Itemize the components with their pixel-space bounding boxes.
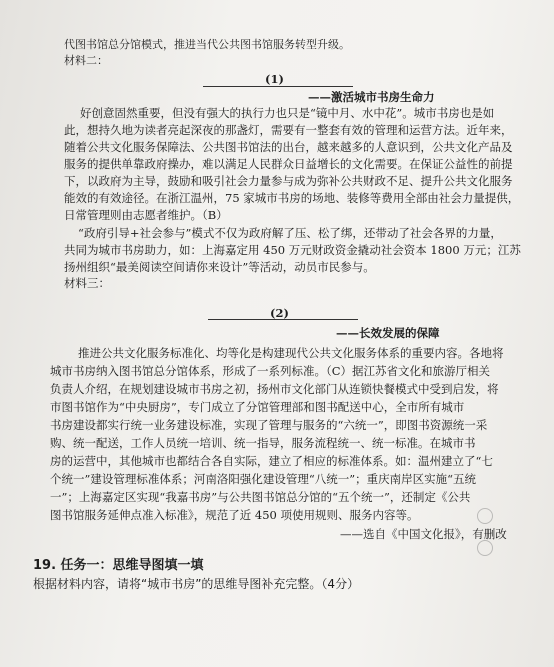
paragraph-line: 下，以政府为主导，鼓励和吸引社会力量参与成为弥补公共财政不足、提升公共文化服务 [64, 174, 513, 188]
intro-line: 代图书馆总分馆模式，推进当代公共图书馆服务转型升级。 [64, 38, 350, 51]
bleed-circle-mark [477, 540, 493, 556]
section-number: (1) [265, 72, 284, 86]
paragraph-line: 一”；上海嘉定区实现“我嘉书房”与公共图书馆总分馆的“五个统一”，还制定《公共 [50, 490, 471, 504]
material-label: 材料二： [64, 54, 108, 67]
paragraph-line: 负责人介绍，在规划建设城市书房之初，扬州市文化部门从连锁快餐模式中受到启发，将 [50, 382, 499, 396]
section-subtitle: ——激活城市书房生命力 [308, 90, 435, 104]
paragraph-line: 书房建设都实行统一业务建设标准，实现了管理与服务的“六统一”，即图书资源统一采 [50, 418, 488, 432]
paragraph-line: 房的运营中，其他城市也都结合各自实际，建立了相应的标准体系。如：温州建立了“七 [50, 454, 493, 468]
bleed-circle-mark [477, 508, 493, 524]
paragraph-line: 扬州组织“最美阅读空间请你来设计”等活动，动员市民参与。 [64, 260, 375, 274]
question-text: 根据材料内容，请将“城市书房”的思维导图补充完整。（4分） [33, 577, 360, 591]
paragraph-line: 共同为城市书房助力，如：上海嘉定用 450 万元财政资金撬动社会资本 1800 万元；江苏 [64, 243, 521, 257]
paragraph-line: 购、统一配送，工作人员统一培训、统一指导，服务流程统一、统一标准。在城市书 [50, 436, 476, 450]
paragraph-line: “政府引导+社会参与”模式不仅为政府解了压、松了绑，还带动了社会各界的力量， [78, 226, 502, 240]
source-citation: ——选自《中国文化报》，有删改 [340, 527, 507, 541]
paragraph-line: 好创意固然重要，但没有强大的执行力也只是“镜中月、水中花”。城市书房也是如 [80, 106, 495, 120]
paragraph-line: 能效的有效途径。在浙江温州，75 家城市书房的场地、装修等费用全部由社会力量提供， [64, 191, 520, 205]
material-label: 材料三： [64, 276, 110, 290]
question-title: 19. 任务一：思维导图填一填 [33, 558, 204, 573]
section-number: (2) [270, 306, 289, 320]
paragraph-line: 市图书馆作为“中央厨房”，专门成立了分馆管理部和图书配送中心，全市所有城市 [50, 400, 465, 414]
paragraph-line: 随着公共文化服务保障法、公共图书馆法的出台，越来越多的人意识到，公共文化产品及 [64, 140, 513, 154]
paragraph-line: 个统一”建设管理标准体系；河南洛阳强化建设管理“八统一”；重庆南岸区实施“五统 [50, 472, 477, 486]
paragraph-line: 服务的提供单靠政府操办，难以满足人民群众日益增长的文化需要。在保证公益性的前提 [64, 157, 513, 171]
paragraph-line: 推进公共文化服务标准化、均等化是构建现代公共文化服务体系的重要内容。各地将 [78, 346, 504, 360]
paragraph-line: 此，想持久地为读者亮起深夜的那盏灯，需要有一整套有效的管理和运营方法。近年来， [64, 123, 513, 137]
section-subtitle: ——长效发展的保障 [336, 326, 440, 340]
paragraph-line: 图书馆服务延伸点准入标准》，规范了近 450 项使用规则、服务内容等。 [50, 508, 419, 522]
paragraph-line: 日常管理则由志愿者维护。（B） [64, 208, 228, 222]
paragraph-line: 城市书房纳入图书馆总分馆体系，形成了一系列标准。（C）据江苏省文化和旅游厅相关 [50, 364, 491, 378]
